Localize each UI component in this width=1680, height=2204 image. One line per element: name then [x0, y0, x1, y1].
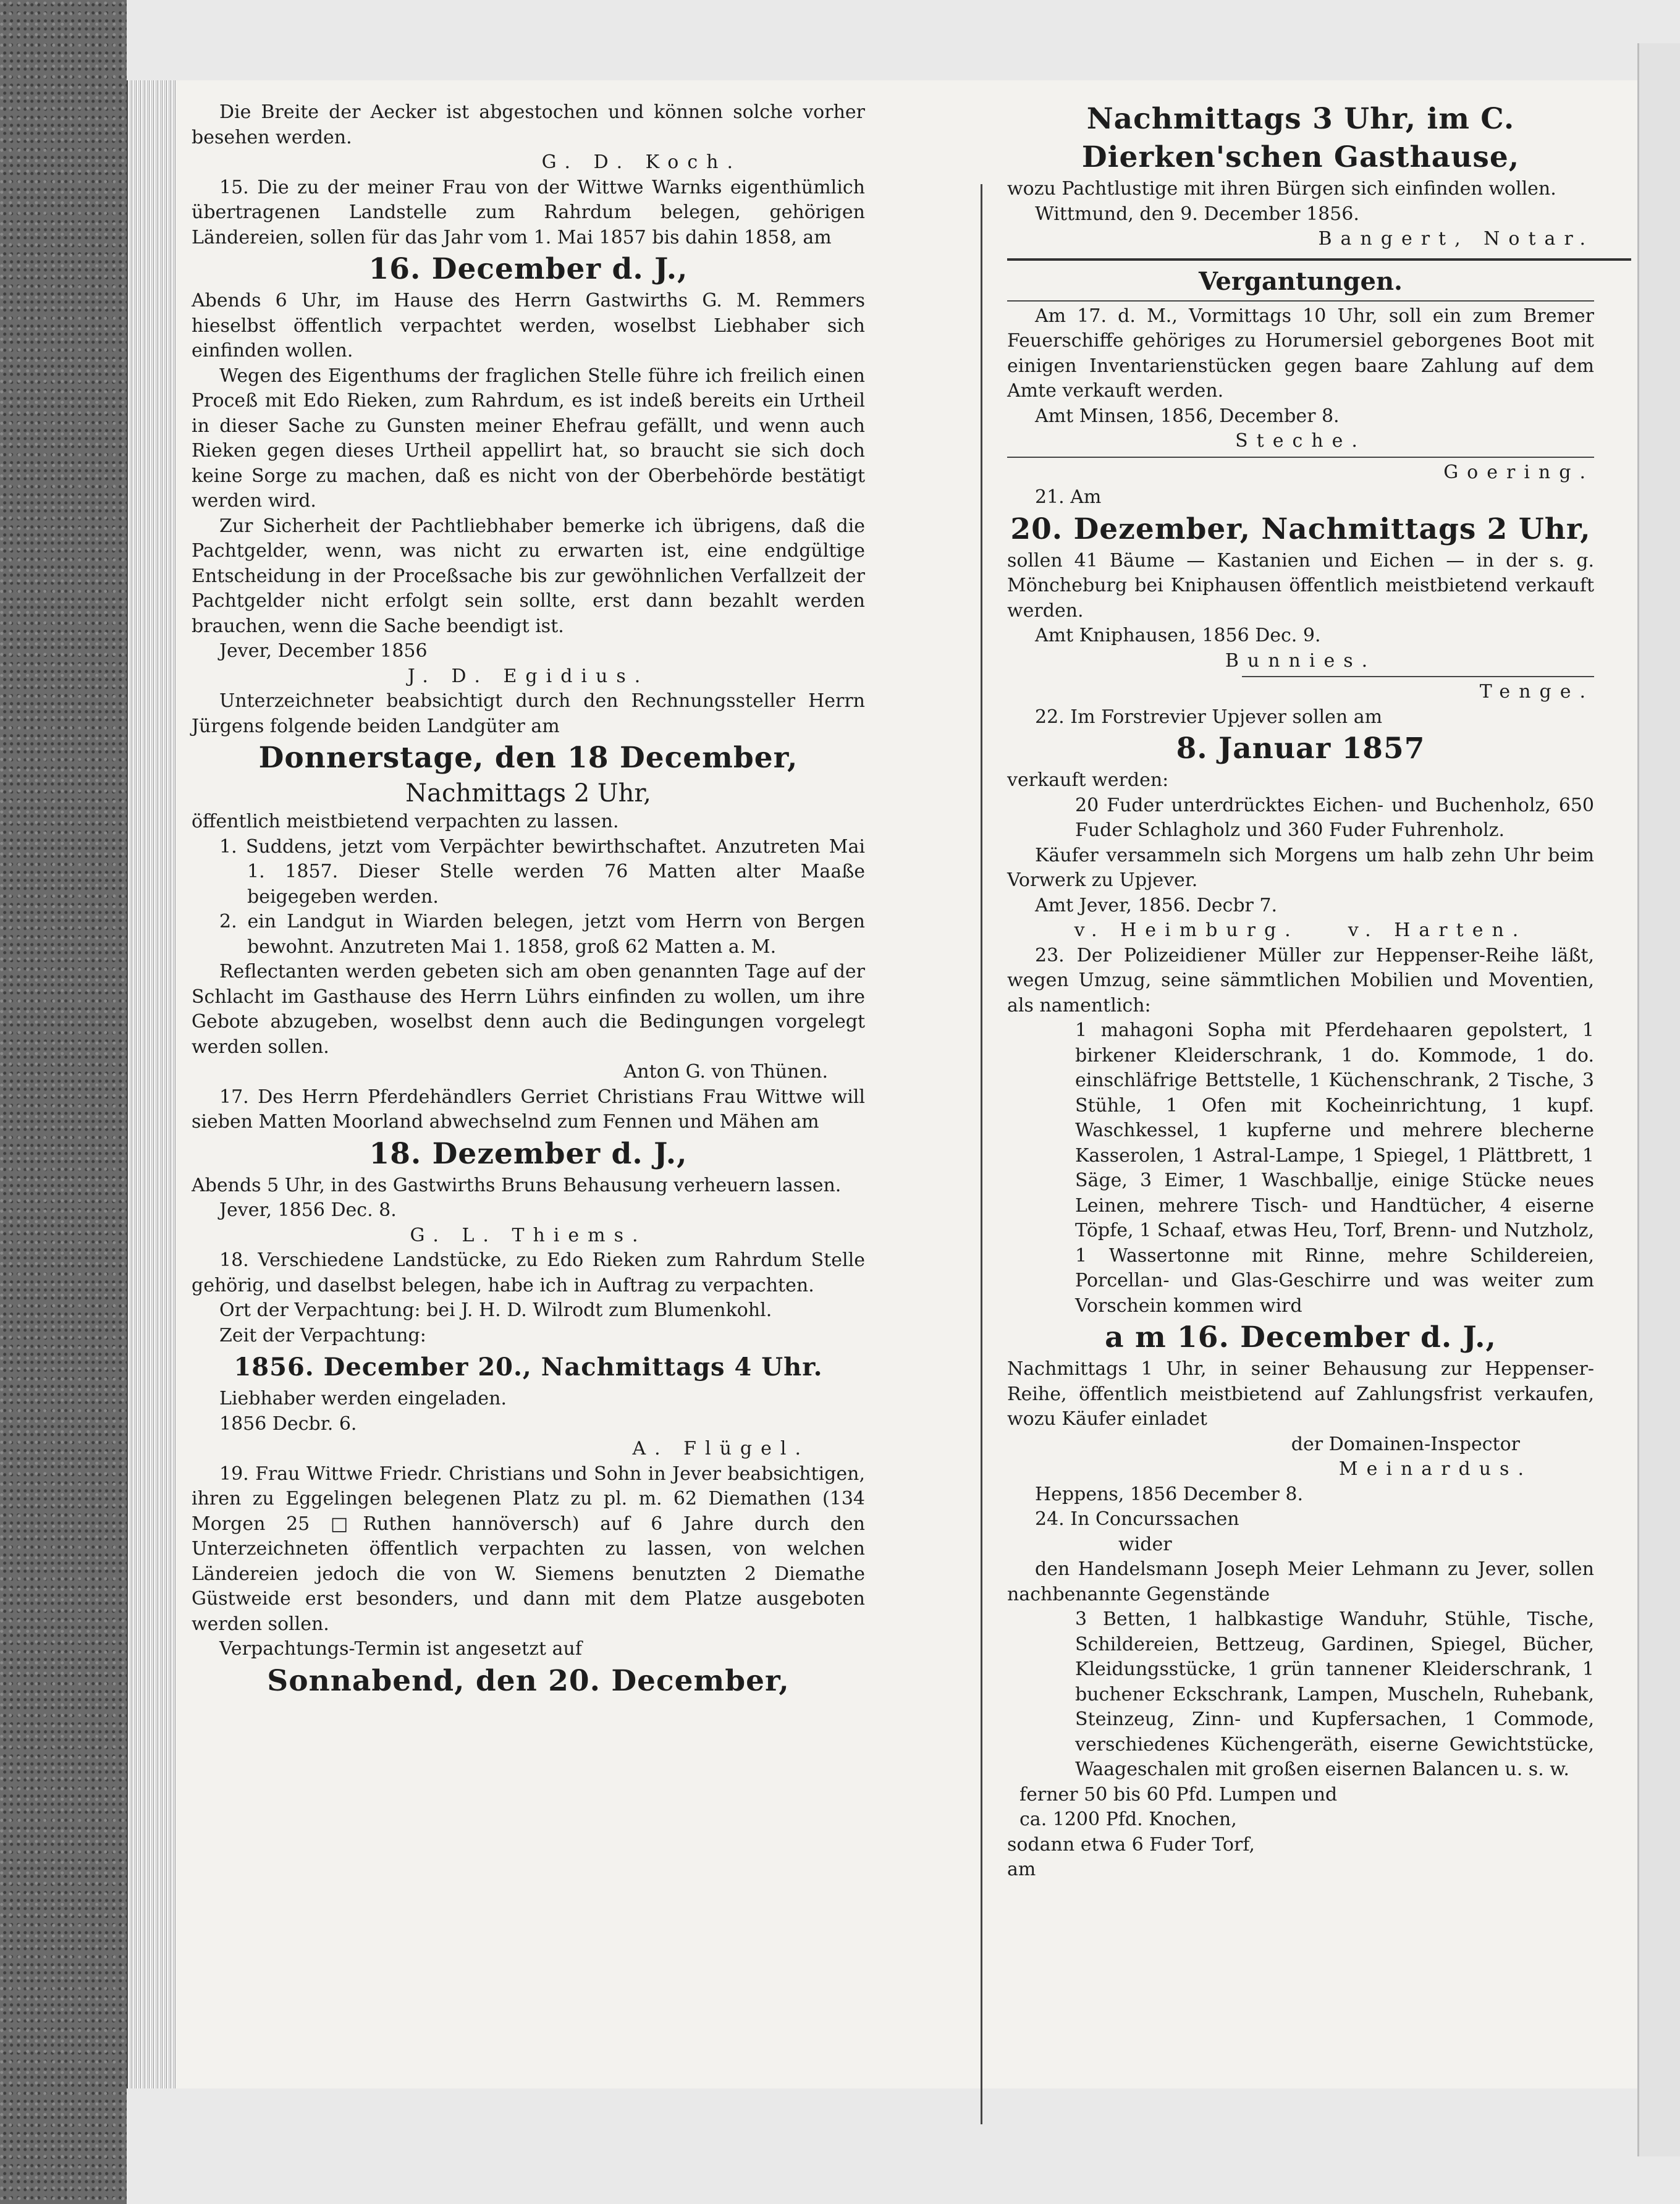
facing-page-edge	[1637, 43, 1680, 2156]
notice-22-text2: verkauft werden:	[1007, 769, 1169, 791]
notice-17-place: Jever, 1856 Dec. 8.	[219, 1199, 397, 1221]
notice-16-text: Unterzeichneter beabsichtigt durch den Rechnungssteller Herrn Jürgens folgende beiden Landgüter am	[192, 690, 865, 737]
notice-24-wider: wider	[1118, 1533, 1172, 1555]
notice-23-items: 1 mahagoni Sopha mit Pferdehaaren gepolstert, 1 birkener Kleiderschrank, 1 do. Kommode, 1 do. einschläfrige Bettstelle, 1 Küchenschrank, 2 Tische, 3 Stühle, 1 Ofen mit Kocheinrichtung, 1 kupf. Waschkessel, 1 kupferne und mehrere blecherne Kasserolen, 1 Astral-Lampe, 1 Spiegel, 1 Plättbrett, 1 Säge, 3 Eimer, 1 Waschballje, einige Stücke neues Leinen, mehrere Tisch- und Handtücher, 4 eiserne Töpfe, 1 Schaaf, etwas Heu, Torf, Brenn- und Nutzholz, 1 Wassertonne mit Rinne, mehre Schildereien, Porcellan- und Glas-Geschirre und was weiter zum Vorschein kommen wird	[1075, 1020, 1594, 1317]
notice-23-text: 23. Der Polizeidiener Müller zur Heppenser-Reihe läßt, wegen Umzug, seine sämmtlichen Mobilien und Moventien, als namentlich:	[1007, 944, 1594, 1016]
section-rule	[1007, 258, 1631, 261]
notice-20-text: Am 17. d. M., Vormittags 10 Uhr, soll ein zum Bremer Feuerschiffe gehöriges zu Horumersiel geborgenes Boot mit einigen Inventarienstücken gegen baare Zahlung auf dem Amte verkauft werden.	[1007, 305, 1594, 402]
notice-17-date: 18. Dezember d. J.,	[369, 1136, 688, 1171]
notice-21-text: sollen 41 Bäume — Kastanien und Eichen — in der s. g. Möncheburg bei Kniphausen öffentlich meistbietend verkauft werden.	[1007, 549, 1594, 622]
notice-24-f3: sodann etwa 6 Fuder Torf,	[1007, 1833, 1255, 1856]
signature-thiems: G. L. Thiems.	[410, 1224, 647, 1246]
notice-18-text: 18. Verschiedene Landstücke, zu Edo Rieken zum Rahrdum Stelle gehörig, und daselbst belegen, habe ich in Auftrag zu verpachten.	[192, 1249, 865, 1296]
notice-18-date: 1856. December 20., Nachmittags 4 Uhr.	[234, 1353, 823, 1382]
notice-16-date: Donnerstage, den 18 December,	[258, 741, 798, 775]
notice-23-text2: Nachmittags 1 Uhr, in seiner Behausung zur Heppenser-Reihe, öffentlich meistbietend auf Zahlungsfrist verkaufen, wozu Käufer einladet	[1007, 1358, 1594, 1430]
notice-22-date: 8. Januar 1857	[1176, 732, 1425, 766]
notice-19-termin: Verpachtungs-Termin ist angesetzt auf	[219, 1638, 582, 1660]
column-divider	[981, 184, 982, 2124]
continued-date: Nachmittags 3 Uhr, im C. Dierken'schen Gasthause,	[1081, 102, 1520, 174]
notice-15-date: 16. December d. J.,	[368, 252, 688, 286]
notice-18-place: 1856 Decbr. 6.	[219, 1412, 357, 1435]
notice-19-text: 19. Frau Wittwe Friedr. Christians und Sohn in Jever beabsichtigen, ihren zu Eggelingen belegenen Platz zu pl. m. 62 Diemathen (134 Morgen 25 □Ruthen hannöversch) auf 6 Jahre durch den Unterzeichneten öffentlich verpachten zu lassen, von welchen Ländereien jedoch die von W. Siemens benutzten 2 Diemathe Güstweide erst besonders, und dann mit dem Platze ausgeboten werden sollen.	[192, 1463, 865, 1635]
notice-rule-2	[1242, 676, 1594, 677]
signature-bunnies: Bunnies.	[1225, 649, 1377, 672]
signature-fluegel: A. Flügel.	[632, 1438, 809, 1459]
notice-17-text2: Abends 5 Uhr, in des Gastwirths Bruns Behausung verheuern lassen.	[192, 1174, 842, 1196]
notice-21-date: 20. Dezember, Nachmittags 2 Uhr,	[1010, 512, 1591, 546]
signature-koch: G. D. Koch.	[541, 151, 741, 173]
left-column	[192, 80, 865, 2088]
signature-tenge: Tenge.	[1479, 681, 1594, 703]
notice-23-sig2: Meinardus.	[1338, 1458, 1532, 1480]
notice-15-text2: Abends 6 Uhr, im Hause des Herrn Gastwirths G. M. Remmers hieselbst öffentlich verpachtet werden, woselbst Liebhaber sich einfinden wollen.	[192, 290, 865, 361]
notice-20-place: Amt Minsen, 1856, December 8.	[1035, 405, 1340, 427]
continued-text: wozu Pachtlustige mit ihren Bürgen sich einfinden wollen.	[1007, 178, 1556, 200]
notice-18-liebhaber: Liebhaber werden eingeladen.	[219, 1388, 507, 1409]
signature-goering: Goering.	[1443, 461, 1594, 483]
signature-heimburg-harten	[1007, 918, 1594, 944]
signature-heimburg: v. Heimburg.	[1074, 919, 1299, 941]
notice-24-items: 3 Betten, 1 halbkastige Wanduhr, Stühle, Tische, Schildereien, Bettzeug, Gardinen, Spiegel, Bücher, Kleidungsstücke, 1 grün tannener Kleiderschrank, 1 buchener Eckschrank, Lampen, Muscheln, Ruhebank, Steinzeug, Zinn- und Kupfersachen, 1 Commode, verschiedenes Küchengeräth, eiserne Gewichtstücke, Waageschalen mit großen eisernen Balancen u. s. w.	[1075, 1608, 1594, 1780]
notice-16-text2: öffentlich meistbietend verpachten zu lassen.	[192, 811, 619, 832]
book-binding	[0, 0, 127, 2204]
notice-24-am: am	[1007, 1859, 1036, 1880]
notice-22-text: 22. Im Forstrevier Upjever sollen am	[1035, 706, 1383, 728]
notice-17-text: 17. Des Herrn Pferdehändlers Gerriet Christians Frau Wittwe will sieben Matten Moorland abwechselnd zum Fennen und Mähen am	[192, 1086, 865, 1133]
notice-15-text: 15. Die zu der meiner Frau von der Wittwe Warnks eigenthümlich übertragenen Landstelle zum Rahrdum belegen, gehörigen Ländereien, sollen für das Jahr vom 1. Mai 1857 bis dahin 1858, am	[192, 176, 865, 248]
heading-rule	[1007, 300, 1594, 302]
notice-22-place: Amt Jever, 1856. Decbr 7.	[1035, 894, 1278, 916]
notice-22-items: 20 Fuder unterdrücktes Eichen- und Buchenholz, 650 Fuder Schlagholz und 360 Fuder Fuhrenholz.	[1075, 794, 1594, 841]
intro-text: Die Breite der Aecker ist abgestochen und können solche vorher besehen werden.	[192, 101, 865, 148]
signature-bangert: Bangert, Notar.	[1318, 228, 1594, 250]
page	[176, 80, 1637, 2088]
right-column	[1007, 80, 1594, 2088]
signature-harten: v. Harten.	[1348, 919, 1527, 941]
notice-22-text3: Käufer versammeln sich Morgens um halb zehn Uhr beim Vorwerk zu Upjever.	[1007, 844, 1594, 891]
signature-thuenen: Anton G. von Thünen.	[623, 1061, 828, 1083]
notice-16-item2: 2. ein Landgut in Wiarden belegen, jetzt vom Herrn von Bergen bewohnt. Anzutreten Mai 1. 1858, groß 62 Matten a. M.	[219, 911, 865, 958]
notice-15-place: Jever, December 1856	[219, 640, 428, 662]
notice-24-f2: ca. 1200 Pfd. Knochen,	[1019, 1809, 1237, 1830]
notice-16-time: Nachmittags 2 Uhr,	[405, 779, 651, 808]
notice-24-num: 24. In Concurssachen	[1035, 1508, 1239, 1530]
notice-16-text3: Reflectanten werden gebeten sich am oben genannten Tage auf der Schlacht im Gasthause des Herrn Lührs einfinden zu wollen, um ihre Gebote abzugeben, woselbst denn auch die Bedingungen vorgelegt werden sollen.	[192, 961, 865, 1058]
notice-23-sig1: der Domainen-Inspector	[1291, 1433, 1520, 1455]
notice-24-text: den Handelsmann Joseph Meier Lehmann zu Jever, sollen nachbenannte Gegenstände	[1007, 1558, 1594, 1605]
page-edges	[127, 80, 177, 2088]
continued-place: Wittmund, den 9. December 1856.	[1035, 203, 1359, 225]
notice-21-place: Amt Kniphausen, 1856 Dec. 9.	[1035, 625, 1321, 646]
notice-24-f1: ferner 50 bis 60 Pfd. Lumpen und	[1019, 1783, 1338, 1805]
notice-18-zeit: Zeit der Verpachtung:	[219, 1324, 426, 1346]
notice-15-text4: Zur Sicherheit der Pachtliebhaber bemerke ich übrigens, daß die Pachtgelder, wenn, was nicht zu erwarten ist, eine endgültige Entscheidung in der Proceßsache bis zur gewöhnlichen Verfallzeit der Pachtgelder nicht erfolgt sein sollte, erst dann bezahlt werden brauchen, wenn die Sache beendigt ist.	[192, 515, 865, 637]
notice-rule	[1007, 457, 1594, 458]
signature-egidius: J. D. Egidius.	[407, 665, 649, 687]
section-heading: Vergantungen.	[1199, 266, 1403, 296]
notice-23-date: a m 16. December d. J.,	[1105, 1320, 1496, 1354]
notice-15-text3: Wegen des Eigenthums der fraglichen Stelle führe ich freilich einen Proceß mit Edo Rieken, zum Rahrdum, es ist indeß bereits ein Urtheil in dieser Sache zu Gunsten meiner Ehefrau gefällt, und wenn auch Rieken gegen dieses Urtheil appellirt hat, so braucht sie sich doch keine Sorge zu machen, daß es nicht von der Oberbehörde bestätigt werden wird.	[192, 365, 865, 512]
signature-steche: Steche.	[1235, 430, 1366, 452]
notice-23-place: Heppens, 1856 December 8.	[1035, 1483, 1304, 1505]
notice-16-item1: 1. Suddens, jetzt vom Verpächter bewirthschaftet. Anzutreten Mai 1. 1857. Dieser Stelle werden 76 Matten alter Maaße beigegeben werden.	[219, 835, 865, 908]
notice-21-num: 21. Am	[1035, 486, 1102, 508]
notice-18-ort: Ort der Verpachtung: bei J. H. D. Wilrodt zum Blumenkohl.	[219, 1299, 772, 1321]
notice-19-date: Sonnabend, den 20. December,	[267, 1663, 790, 1698]
